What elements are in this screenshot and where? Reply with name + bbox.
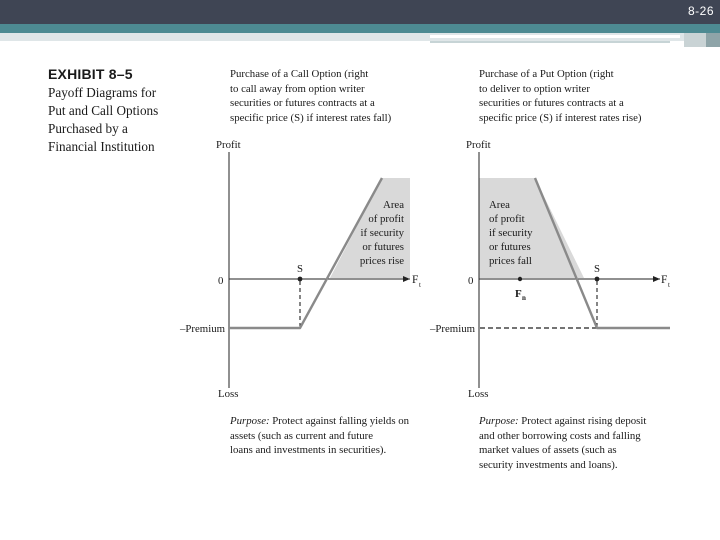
put-caption-line: specific price (S) if interest rates rise) [479,111,642,124]
exhibit-subtitle-line: Payoff Diagrams for [48,85,157,100]
put-breakeven-point [518,277,522,281]
exhibit-subtitle-line: Put and Call Options [48,103,159,118]
call-purpose [230,414,409,458]
put-purpose-label: Purpose: [479,415,519,427]
call-zero-label: 0 [218,275,224,287]
call-caption-line: securities or futures contracts at a [230,97,375,110]
put-area-line: prices fall [489,255,532,267]
call-area-line: prices rise [359,255,404,267]
put-caption-line: securities or futures contracts at a [479,97,624,110]
put-area-line: if security [489,227,533,239]
put-price-subscript: t [668,281,670,289]
call-purpose-label: Purpose: [230,415,270,427]
put-area-line: of profit [489,213,525,225]
put-purpose-line: and other borrowing costs and falling [479,429,641,442]
call-purpose-line: assets (such as current and future [230,429,374,442]
put-zero-label: 0 [468,275,474,287]
call-caption-line: specific price (S) if interest rates fall) [230,111,392,124]
call-price-label: F [412,274,419,286]
put-breakeven-label: F [515,288,522,300]
call-area-line: if security [360,227,404,239]
put-caption-line: to deliver to option writer [479,82,590,95]
put-premium-label: –Premium [430,323,475,335]
put-strike-label: S [594,263,601,275]
call-area-line: of profit [368,213,404,225]
put-area-line: Area [489,199,510,211]
put-price-label: F [661,274,668,286]
slide-number: 8-26 [687,4,714,18]
call-area-line: Area [383,199,404,211]
exhibit-subtitle-line: Purchased by a [48,121,128,136]
call-strike-point [298,277,303,282]
call-strike-label: S [297,263,304,275]
call-area-line: or futures [362,241,404,253]
put-purpose [479,414,646,472]
put-purpose-line: market values of assets (such as [479,444,617,457]
call-price-subscript: t [419,281,421,289]
exhibit-subtitle-line: Financial Institution [48,139,155,154]
call-caption-line: Purchase of a Call Option (right [230,68,369,80]
put-area-line: or futures [489,241,531,253]
put-purpose-line [479,414,646,429]
call-caption-line: to call away from option writer [230,82,365,95]
put-loss-label: Loss [468,388,489,400]
put-breakeven-subscript: n [522,294,526,302]
call-loss-label: Loss [218,388,239,400]
call-purpose-line: loans and investments in securities). [230,444,387,457]
put-purpose-text: Protect against rising deposit [518,415,647,427]
call-premium-label: –Premium [180,323,225,335]
call-profit-label: Profit [216,139,241,151]
call-purpose-text: Protect against falling yields on [269,415,410,427]
exhibit-title: EXHIBIT 8–5 [48,66,133,82]
put-profit-label: Profit [466,139,491,151]
put-strike-point [595,277,600,282]
put-purpose-line: security investments and loans). [479,458,618,471]
call-purpose-line [230,414,409,429]
put-caption-line: Purchase of a Put Option (right [479,68,614,80]
put-axis-arrow-icon [653,276,660,282]
